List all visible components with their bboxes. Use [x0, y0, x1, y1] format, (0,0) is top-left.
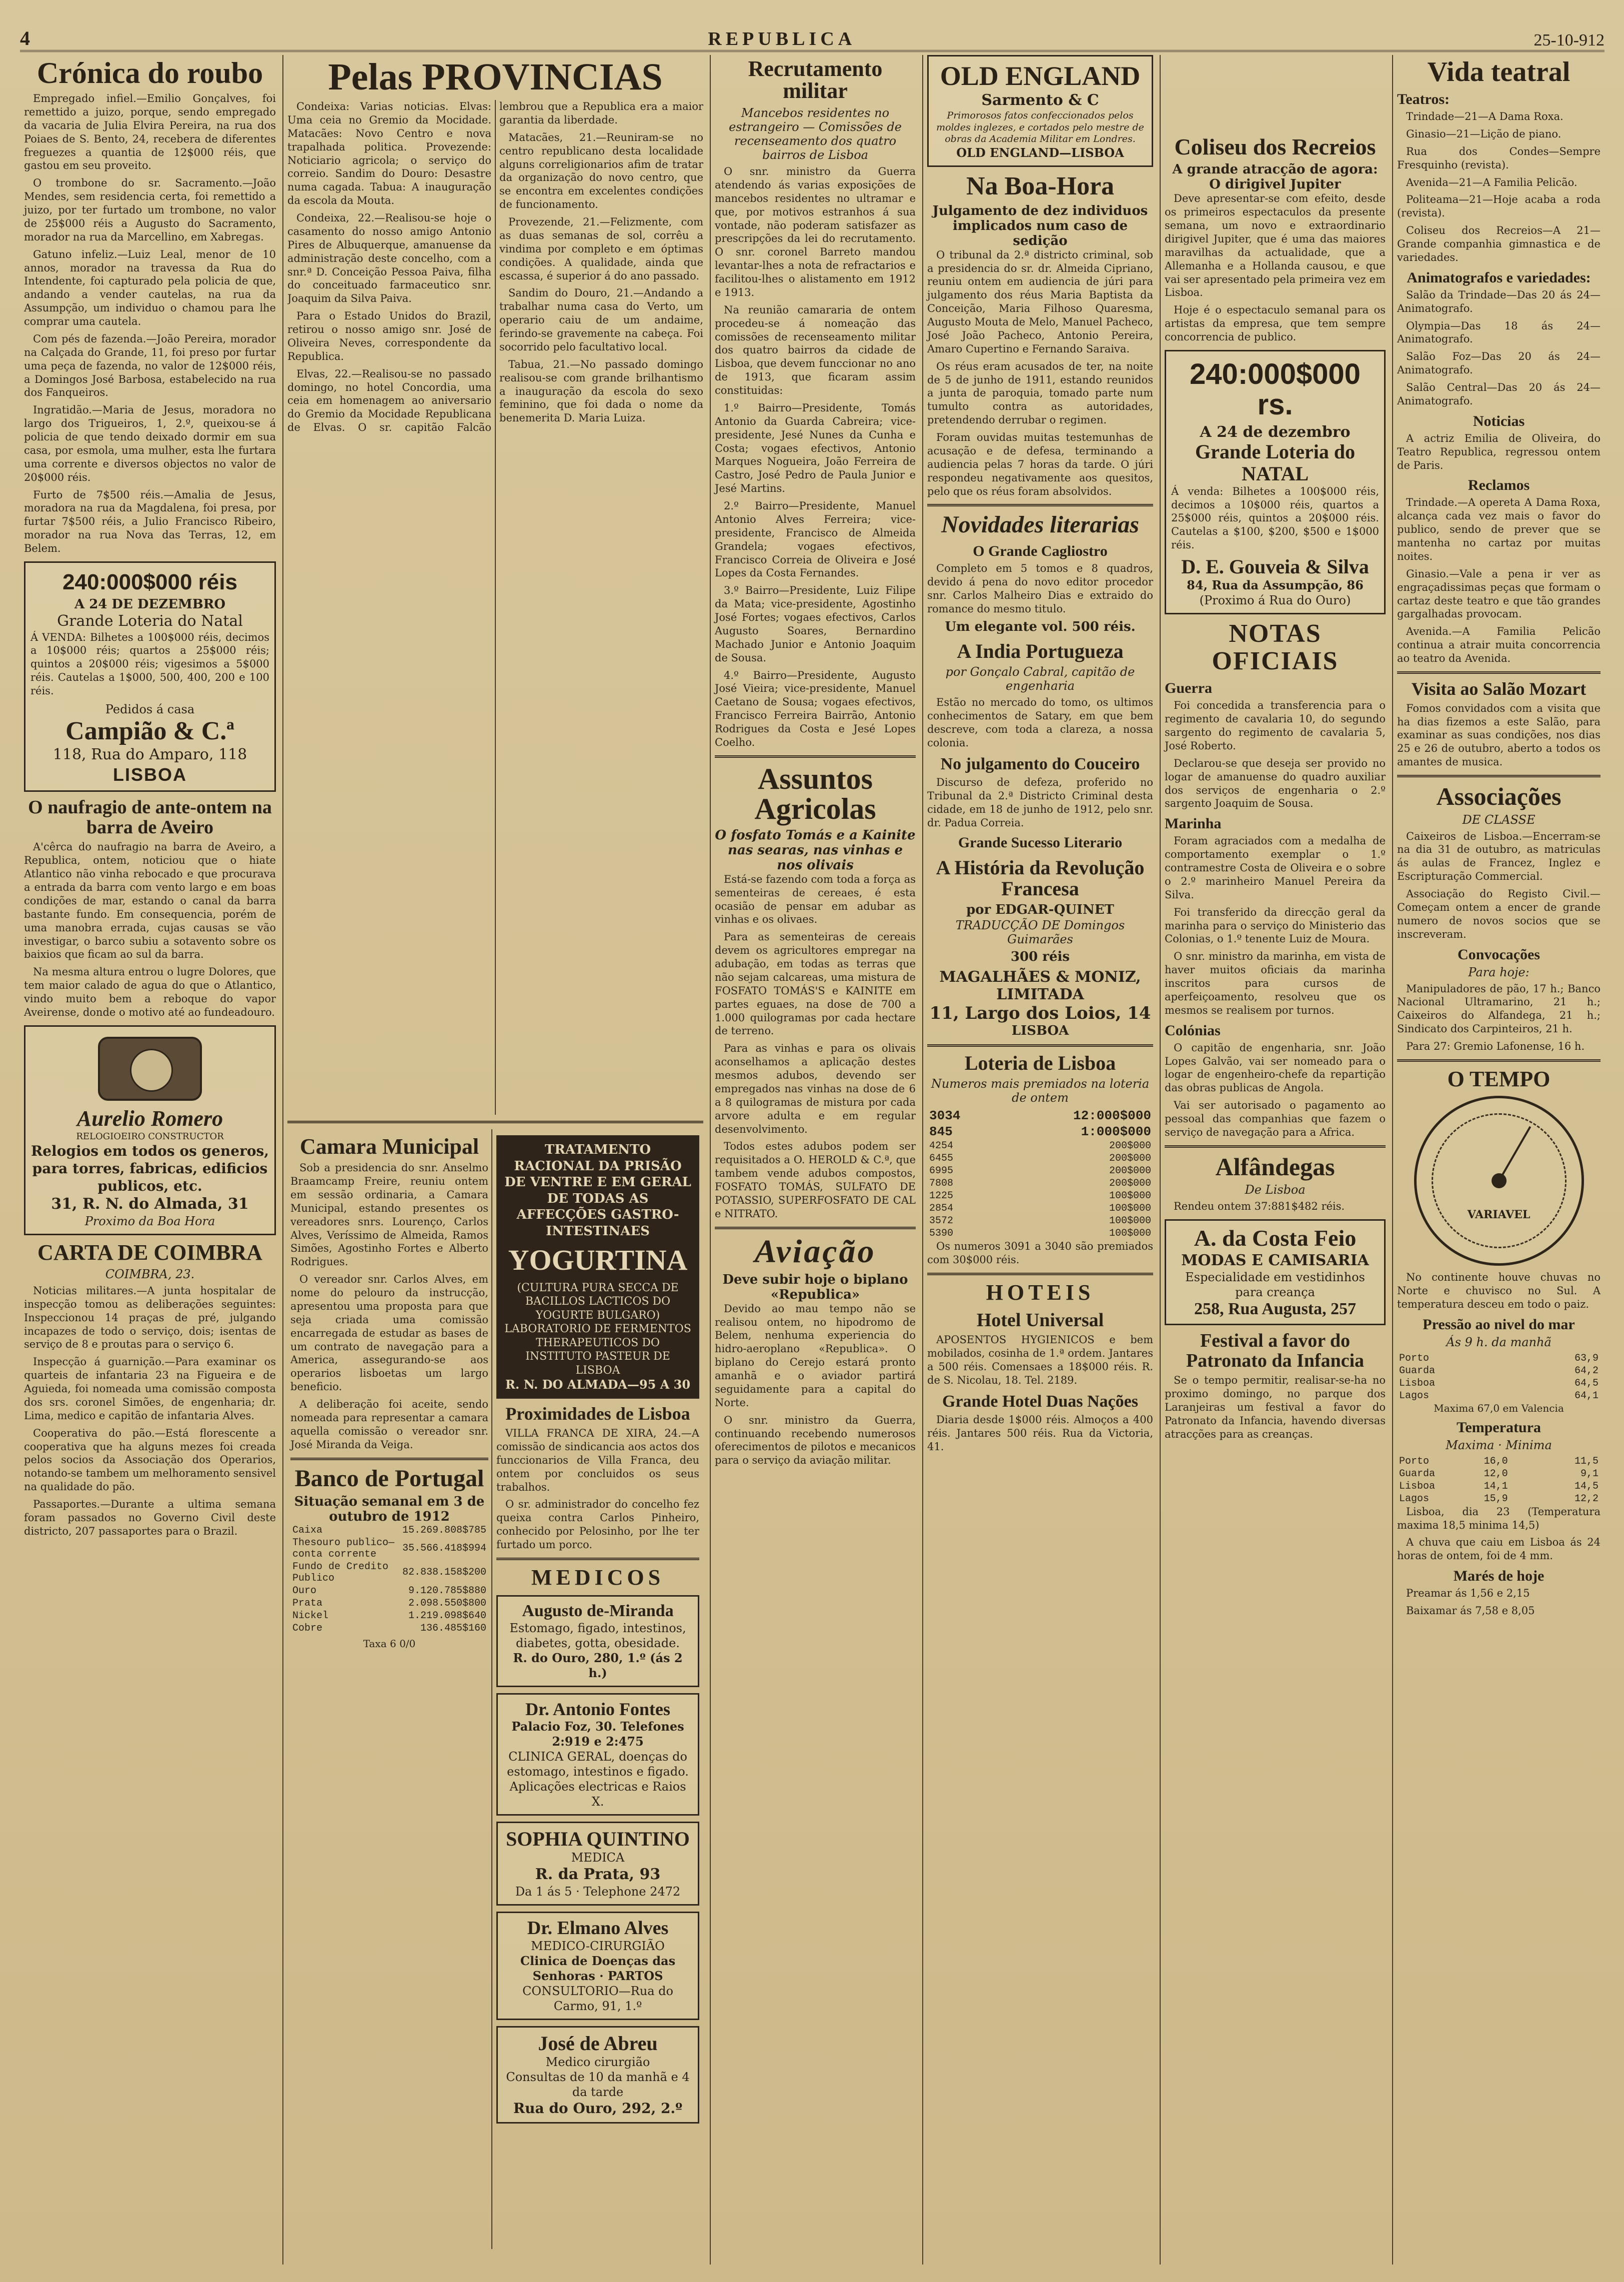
convocacoes-subtitle: Para hoje:: [1468, 965, 1530, 979]
teatro-item: Coliseu dos Recreios—A 21—Grande companhia gimnastica e de variedades.: [1397, 224, 1601, 263]
noticias-paragraph: A actriz Emilia de Oliveira, do Teatro Republica, regressou ontem de Paris.: [1397, 432, 1601, 471]
old-england-firm: Sarmento & C: [981, 91, 1099, 109]
lottery-name: Grande Loteria do Natal: [57, 612, 243, 630]
medico-card: [496, 1595, 699, 1687]
festival-title: Festival a favor do Patronato da Infancia: [1186, 1330, 1365, 1371]
page-number: 4: [20, 27, 30, 49]
medico-name: SOPHIA QUINTINO: [506, 1828, 690, 1851]
loteria-top-row: 845 1:000$000: [929, 1124, 1151, 1140]
recrutamento-paragraph: 2.º Bairro—Presidente, Manuel Antonio Alves Ferreira; vice-presidente, Francisco de Almeida Grandela; vogaes efectivos, Francisco Correia de Oliveira e José Lopes da Costa Fernandes.: [715, 500, 916, 579]
teatro-item: Politeama—21—Hoje acaba a roda (revista).: [1397, 193, 1601, 219]
recrutamento-paragraph: O snr. ministro da Guerra atendendo ás varias exposições de mancebos residentes no ultramar e que, por motivos estranhos á sua vontade, não poderam satisfazer as prescripções da lei do recrutamento. O snr. coronel Barreto mandou levantar-lhes a nota de refractarios e facilitou-lhes o alistamento em 1912 e 1913.: [715, 165, 916, 298]
provincias-paragraph: Condeixa: Varias noticias. Elvas: Uma ceia no Gremio da Mocidade. Matacães: Novo Centro e nova trapalhada politica. Provezende: Noticiario agricola; o serviço do correio. Sandim do Douro: Desastre numa cagada. Tabua: A inauguração da escola da Mouta.: [287, 100, 491, 207]
loteria-top-table: [927, 1108, 1153, 1140]
medico-name: Augusto de-Miranda: [522, 1602, 674, 1621]
medico-hours: Da 1 ás 5 · Telephone 2472: [515, 1884, 681, 1899]
book-author: por Gonçalo Cabral, capitão de engenharia: [945, 665, 1135, 693]
associacoes-title: Associações: [1436, 782, 1562, 811]
camara-paragraph: O vereador snr. Carlos Alves, em nome do pelouro da instrucção, apresentou uma proposta para que seja criada uma comissão encarregada de estudar as bases de um contrato de navegação para a America, assegurando-se aos operarios lisboetas um largo beneficio.: [290, 1273, 488, 1393]
medico-name: José de Abreu: [538, 2032, 658, 2055]
animatografo-item: Salão Foz—Das 20 ás 24—Animatografo.: [1397, 350, 1601, 376]
animatografo-item: Salão Central—Das 20 ás 24—Animatografo.: [1397, 381, 1601, 407]
lottery-note: Pedidos á casa: [105, 702, 195, 716]
loteria-row: 6995 200$000: [929, 1165, 1151, 1177]
issue-date: 25-10-912: [1534, 31, 1605, 49]
publisher-address: 11, Largo dos Loios, 14: [929, 1003, 1151, 1024]
old-england-text: Primorosos fatos confeccionados pelos moldes inglezes, e cortados pelo mestre de obras da Academia Militar em Londres.: [936, 109, 1144, 145]
marinha-paragraph: Foi transferido da direcção geral da marinha para o serviço do Ministerio das Colonias, o 1.º tenente Luiz de Moura.: [1165, 906, 1386, 945]
loteria-row: 1225 100$000: [929, 1190, 1151, 1202]
loteria-top-row: 3034 12:000$000: [929, 1108, 1151, 1124]
pressao-subtitle: Ás 9 h. da manhã: [1446, 1335, 1552, 1349]
ads-section: [493, 1129, 702, 2249]
teatros-list: [1397, 110, 1601, 264]
provincias-paragraph: Elvas, 22.—Realisou-se no passado domingo, no hotel Concordia, uma ceia em homenagem ao aniversario do Gremio da Mocidade Republicana de Elvas. O sr. capitão Falcão lembrou que a Republica era a maior garantia da liberdade.: [287, 100, 703, 434]
convocacoes-paragraph: Para 27: Gremio Lafonense, 16 h.: [1406, 1040, 1585, 1053]
book-text: Completo em 5 tomos e 8 quadros, devido á pena do novo editor procedor snr. Carlos Malheiro Dias e extraido do romance do mesmo titulo.: [927, 562, 1153, 615]
column-recrutamento: [710, 55, 920, 2265]
recrutamento-subtitle: Mancebos residentes no estrangeiro — Comissões de recenseamento dos quatro bairros de Lisboa: [729, 106, 902, 162]
animatografos-list: [1397, 288, 1601, 408]
guerra-paragraph: Foi concedida a transferencia para o regimento de cavalaria 10, do segundo sargento do regimento de cavalaria 5, José Roberto.: [1165, 699, 1386, 752]
coliseu-paragraph: Hoje é o espectaculo semanal para os artistas da empresa, que tem sempre concorrencia de publico.: [1165, 304, 1386, 343]
teatro-item: Ginasio—21—Lição de piano.: [1406, 127, 1562, 140]
barometer-label: VARIAVEL: [1467, 1208, 1531, 1222]
banco-row: Ouro 9.120.785$880: [292, 1585, 486, 1597]
banco-row: Nickel 1.219.098$640: [292, 1610, 486, 1622]
boa-hora-paragraph: O tribunal da 2.ª districto criminal, sob a presidencia do sr. dr. Almeida Cipriano, reuniu ontem em audiencia de júri para julgamento dos réus Maria Baptista da Conceição, Maria Filhoso Quaresma, Augusto Mouta de Melo, Manuel Pacheco, José João Pacheco, Antonio Pereira, Amaro Cupertino e Fernando Saraiva.: [927, 248, 1153, 355]
coliseu-paragraph: Deve apresentar-se com efeito, desde os primeiros espectaculos da presente semana, um novo e extraordinario dirigivel Jupiter, que é uma das maiores maravilhas da actualidade, que a Allemanha e a Hollanda causou, e que vai ser apresentado pela primeira vez em Lisboa.: [1165, 192, 1386, 299]
alfandegas-subtitle: De Lisboa: [1245, 1183, 1306, 1197]
book-title: A India Portugueza: [957, 640, 1124, 663]
animatografo-item: Salão da Trindade—Das 20 ás 24—Animatografo.: [1397, 288, 1601, 314]
campiao-name: Campião & C.ª: [65, 716, 234, 745]
recrutamento-title: Recrutamento militar: [748, 56, 883, 103]
alfandegas-text: Rendeu ontem 37:881$482 réis.: [1174, 1200, 1345, 1213]
cronica-paragraph: Ingratidão.—Maria de Jesus, moradora no largo dos Trigueiros, 1, 2.º, queixou-se á policia de que tendo deixado dormir em sua casa, por esmola, uma mulher, esta lhe furtara uma corrente e diversos objectos no valor de 20$000 réis.: [24, 404, 276, 483]
romero-ad: [24, 1025, 276, 1235]
reclamos-paragraph: Ginasio.—Vale a pena ir ver as engraçadissimas peças que formam o cartaz deste teatro e que tão grandes gargalhadas provocam.: [1397, 567, 1601, 620]
hotel-text: APOSENTOS HYGIENICOS e bem mobilados, cosinha de 1.ª ordem. Jantares a 500 réis. Comensaes a 18$000 réis. R. de S. Nicolau, 18. Tel. 2189.: [927, 1334, 1153, 1386]
boa-hora-paragraph: Foram ouvidas muitas testemunhas de acusação e de defesa, terminando a audiencia pelas 7 horas da tarde. O júri respondeu negativamente aos quesitos, pelo que os réus foram absolvidos.: [927, 431, 1153, 497]
coimbra-paragraph: Inspecção á guarnição.—Para examinar os quarteis de infantaria 23 na Figueira e de Aguieda, foi nomeada uma comissão composta dos srs. coronel Simões, de engenharia; dr. Lima, medico e capitão de infantaria Alves.: [24, 1356, 276, 1422]
provincias-paragraph: Matacães, 21.—Reuniram-se no centro republicano desta localidade alguns correligionarios afim de tratar da organização do novo centro, que se encontra em excelentes condições de funcionamento.: [499, 131, 703, 211]
banco-row: Fundo de Credito Publico 82.838.158$200: [292, 1561, 486, 1584]
mares-line: Baixamar ás 7,58 e 8,05: [1406, 1605, 1535, 1617]
provincias-title: Pelas PROVINCIAS: [328, 56, 663, 98]
aviacao-title: Aviação: [754, 1233, 876, 1270]
salao-paragraph: Fomos convidados com a visita que ha dias fizemos a este Salão, para examinar as suas condições, nos dias 25 e 26 de outubro, aberto a todos os amantes de musica.: [1397, 702, 1601, 768]
column-boa-hora: [922, 55, 1157, 2265]
reclamos-paragraph: Trindade.—A opereta A Dama Roxa, alcança cada vez mais o favor do publico, sendo de prever que se mantenha no cartaz por muitas noites.: [1397, 496, 1601, 562]
cronica-paragraph: Com pés de fazenda.—João Pereira, morador na Calçada do Grande, 11, foi preso por furtar uma peça de fazenda, no valor de 12$000 réis, a Domingos José Barbosa, estabelecido na rua dos Fanqueiros.: [24, 332, 276, 399]
loteria-note: Os numeros 3091 a 3040 são premiados com 30$000 réis.: [927, 1240, 1153, 1266]
mares-title: Marés de hoje: [1453, 1568, 1545, 1585]
yogurtina-name: YOGURTINA: [508, 1244, 688, 1276]
medico-name: Dr. Antonio Fontes: [525, 1699, 670, 1719]
loteria-subtitle: Numeros mais premiados na loteria de ontem: [931, 1077, 1150, 1105]
recrutamento-paragraph: Na reunião camararia de ontem procedeu-se á nomeação das comissões de recenseamento militar dos quatro bairros da cidade de Lisboa, que devem funccionar no ano de 1913, que ficaram assim constituidas:: [715, 303, 916, 396]
pressao-row: Lisboa 64,5: [1399, 1377, 1599, 1389]
page-header: [20, 20, 1605, 52]
publisher-name: MAGALHÃES & MONIZ, LIMITADA: [939, 968, 1141, 1004]
barometer-hand: [1498, 1126, 1531, 1181]
campiao-address: 118, Rua do Amparo, 118: [52, 746, 247, 764]
natal-amount: 240:000$000 rs.: [1190, 357, 1361, 421]
book-title: O Grande Cagliostro: [973, 542, 1108, 559]
medico-specialty: Medico cirurgião: [545, 2055, 650, 2070]
barometer-dial: [1414, 1096, 1584, 1266]
marinha-paragraph: Foram agraciados com a medalha de comportamento exemplar o 1.º contramestre Costa de Oliveira e o sobre o 2.º marinheiro Manuel Pereira da Silva.: [1165, 835, 1386, 901]
column-vida-teatral: [1392, 55, 1605, 2265]
camara-paragraph: A deliberação foi aceite, sendo nomeada para representar a camara aquella comissão o vereador snr. José Miranda da Veiga.: [290, 1398, 488, 1451]
festival-paragraph: Se o tempo permitir, realisar-se-ha no proximo domingo, no parque dos Laranjeiras um festival a favor do Patronato da Infancia, havendo diversas atracções para as creanças.: [1165, 1374, 1386, 1440]
coimbra-date: COIMBRA, 23.: [105, 1267, 195, 1281]
book-title: No julgamento do Couceiro: [940, 754, 1140, 773]
pressao-row: Lagos 64,1: [1399, 1390, 1599, 1402]
associacoes-paragraph: Caixeiros de Lisboa.—Encerram-se na dia 31 de outubro, as matriculas ás aulas de Francez, Inglez e Escripturação Commercial.: [1397, 830, 1601, 883]
medico-clinic: Clinica de Doenças das Senhoras · PARTOS: [520, 1954, 676, 1984]
loteria-title: Loteria de Lisboa: [964, 1052, 1116, 1075]
agricolas-paragraph: Todos estes adubos podem ser requisitados a O. HEROLD & C.ª, que tambem vende adubos compostos, FOSFATO TOMÁS, SULFATO DE POTASSIO, SUPERFOSFATO DE CAL e NITRATO.: [715, 1140, 916, 1220]
banco-footer: Taxa 6 0/0: [363, 1637, 416, 1650]
hotel-text: Diaria desde 1$000 réis. Almoços a 400 réis. Jantares 500 réis. Rua da Victoria, 41.: [927, 1413, 1153, 1453]
coliseu-title: Coliseu dos Recreios: [1174, 134, 1376, 159]
camara-title: Camara Municipal: [299, 1134, 479, 1159]
provincias-paragraph: Condeixa, 22.—Realisou-se hoje o casamento do nosso amigo Antonio Pires de Albuquerque, amanuense da administração deste concelho, com a snr.ª D. Conceição Pessoa Paiva, filha do conceituado farmaceutico snr. Joaquim da Silva Paiva.: [287, 212, 491, 305]
medico-clinic: CLINICA GERAL, doenças do estomago, intestinos e figado. Aplicações electricas e Raios X.: [507, 1750, 689, 1809]
teatros-title: Teatros:: [1397, 91, 1450, 107]
temperatura-title: Temperatura: [1457, 1419, 1541, 1436]
wreck-title: O naufragio de ante-ontem na barra de Aveiro: [28, 796, 272, 838]
lottery-amount: 240:000$000 réis: [62, 569, 237, 594]
column-coliseu: [1160, 55, 1390, 2265]
pressao-table: [1397, 1352, 1601, 1402]
natal-text: Á venda: Bilhetes a 100$000 réis, decimos a 10$000 réis, quartos a 25$000 réis, quintos a 20$000 réis. Cautelas a $100, $200, $500 e 1$000 réis.: [1171, 485, 1379, 551]
book-name: A História da Revolução Francesa: [936, 856, 1145, 900]
book-text: Discurso de defeza, proferido no Tribunal da 2.ª Districto Criminal desta cidade, em 18 de junho de 1912, pelo snr. dr. Padua Correia.: [927, 776, 1153, 829]
medico-address: R. do Ouro, 280, 1.º (ás 2 h.): [513, 1650, 683, 1680]
reclamos-paragraph: Avenida.—A Familia Pelicão continua a atrair muita concorrencia ao teatro da Avenida.: [1397, 625, 1601, 664]
column-cronica: [20, 55, 280, 2265]
cronica-title: Crónica do roubo: [36, 56, 263, 89]
cronica-paragraph: O trombone do sr. Sacramento.—João Mendes, sem residencia certa, foi remettido a juizo, por ter furtado um trombone, no valor de 25$000 réis a Augusto do Sacramento, morador na rua da Marcellino, em Xabregas.: [24, 177, 276, 243]
feio-address: 258, Rua Augusta, 257: [1194, 1300, 1356, 1319]
provincias-paragraph: Sandim do Douro, 21.—Andando a trabalhar numa casa do Verto, um operario caiu de um andaime, ferindo-se gravemente na cabeça. Foi socorrido pelo facultativo local.: [499, 287, 703, 353]
medico-address: Palacio Foz, 30. Telefones 2:919 e 2:475: [511, 1719, 684, 1749]
watch-illustration: [98, 1037, 202, 1101]
medico-address: R. da Prata, 93: [535, 1866, 661, 1884]
coimbra-paragraph: Cooperativa do pão.—Está florescente a cooperativa que ha alguns mezes foi creada pelos socios da Associação dos Operarios, notando-se tambem um melhoramento sensivel na qualidade do pão.: [24, 1427, 276, 1493]
pressao-max: Maxima 67,0 em Valencia: [1434, 1402, 1564, 1414]
banco-subtitle: Situação semanal em 3 de outubro de 1912: [294, 1494, 485, 1524]
yogurtina-headline: TRATAMENTO RACIONAL DA PRISÃO DE VENTRE E EM GERAL DE TODAS AS AFFECÇÕES GASTRO-INTESTINAES: [504, 1142, 691, 1239]
romero-near: Proximo da Boa Hora: [84, 1214, 215, 1228]
medico-name: Dr. Elmano Alves: [527, 1917, 669, 1939]
romero-text: Relogios em todos os generos, para torres, fabricas, edificios publicos, etc.: [30, 1143, 269, 1195]
book-title: Grande Sucesso Literario: [958, 834, 1123, 851]
agricolas-paragraph: Para as vinhas e para os olivais aconselhamos a aplicação destes mesmos adubos, devendo ser empregados nas vinhas na dose de 6 a 8 quilogramas de mistura por cada arvore adulta e em regular desenvolvimento.: [715, 1042, 916, 1135]
cronica-paragraph: Gatuno infeliz.—Luiz Leal, menor de 10 annos, morador na travessa da Rua do Intendente, foi capturado pela policia de que, andando a vender cautelas, na rua da Assumpção, um individuo o chamou para lhe comprar uma cautela.: [24, 248, 276, 327]
column-provincias: [282, 55, 707, 2265]
campiao-city: LISBOA: [112, 764, 187, 785]
banco-row: Cobre 136.485$160: [292, 1622, 486, 1634]
romero-trade: RELOGIOEIRO CONSTRUCTOR: [76, 1131, 224, 1142]
book-author: por EDGAR-QUINET: [966, 902, 1114, 918]
book-price: 300 réis: [1010, 949, 1070, 965]
medico-hours: Consultas de 10 da manhã e 4 da tarde: [506, 2070, 690, 2100]
boa-hora-title: Na Boa-Hora: [966, 172, 1115, 201]
provincias-paragraph: Tabua, 21.—No passado domingo realisou-se com grande brilhantismo a inauguração da escola do sexo feminino, que foi dada o nome da benemerita D. Maria Luiza.: [499, 358, 703, 424]
coimbra-paragraph: Passaportes.—Durante a ultima semana foram passados no Governo Civil deste districto, 207 passaportes para o Brazil.: [24, 1498, 276, 1537]
yogurtina-ad: [496, 1135, 699, 1399]
reclamos-title: Reclamos: [1468, 477, 1530, 494]
guerra-title: Guerra: [1165, 680, 1212, 697]
alfandegas-title: Alfândegas: [1215, 1152, 1335, 1181]
proximidades-title: Proximidades de Lisboa: [505, 1404, 690, 1424]
loteria-table: [927, 1140, 1153, 1240]
recrutamento-paragraph: 4.º Bairro—Presidente, Augusto José Vieira; vice-presidente, Manuel Caetano de Sousa; vogaes efectivos, Francisco Ferreira Bairrão, Antonio Rodrigues da Costa e Jesé Lopes Coelho.: [715, 669, 916, 748]
teatro-item: Avenida—21—A Familia Pelicão.: [1406, 176, 1578, 188]
aviacao-paragraph: O snr. ministro da Guerra, continuando recebendo numerosos oferecimentos de pilotos e mecanicos para o serviço da aviação militar.: [715, 1414, 916, 1467]
temperatura-columns: Maxima · Minima: [1446, 1438, 1552, 1452]
boa-hora-paragraph: Os réus eram acusados de ter, na noite de 5 de junho de 1911, estando reunidos a junta de paroquia, tomado parte num tumulto contra as autoridades, pretendendo derrubar o regimen.: [927, 360, 1153, 426]
loteria-row: 3572 100$000: [929, 1215, 1151, 1227]
hotel-name: Hotel Universal: [976, 1310, 1104, 1331]
recrutamento-paragraph: 3.º Bairro—Presidente, Luiz Filipe da Mata; vice-presidente, Agostinho José Fortes; vogaes efectivos, Carlos Augusto Soares, Bernardino Machado Junior e Antonio Joaquim de Sousa.: [715, 584, 916, 664]
cronica-paragraph: Empregado infiel.—Emilio Gonçalves, foi remettido a juizo, porque, sendo empregado da vacaria de Julia Elvira Pereira, na rua dos Poiaes de S. Bento, 24, recebera de diferentes freguezes a quantia de 12$000 réis, que gastou em seu proveito.: [24, 92, 276, 172]
temperatura-table: [1397, 1455, 1601, 1505]
lottery-text: Á VENDA: Bilhetes a 100$000 réis, decimos a 10$000 réis; quartos a 25$000 réis; quintos a 20$000 réis; vigesimos a 5$000 réis. Cautelas a 1$000, 500, 400, 200 e 100 réis.: [30, 631, 269, 697]
loteria-row: 4254 200$000: [929, 1140, 1151, 1152]
teatro-item: Trindade—21—A Dama Roxa.: [1406, 110, 1564, 122]
aviacao-paragraph: Devido ao mau tempo não se realisou ontem, no hipodromo de Belem, nenhuma experiencia do hidro-aeroplano «Republica». O biplano do Cerejo estará pronto amanhã e o aviador partirá seguidamente para a capital do Norte.: [715, 1302, 916, 1409]
banco-table: [290, 1524, 488, 1635]
old-england-ad: [927, 55, 1153, 167]
book-text: Estão no mercado do tomo, os ultimos conhecimentos de Satary, em que bem descreve, com toda a clareza, a nossa colonia.: [927, 696, 1153, 749]
hotel-name: Grande Hotel Duas Nações: [942, 1392, 1138, 1411]
proximidades-paragraph: O sr. administrador do concelho fez queixa contra Carlos Pinheiro, conhecido por Pelosinho, por lhe ter furtado um porco.: [496, 1498, 699, 1551]
medico-card: [496, 1912, 699, 2021]
hoteis-title: HOTEIS: [986, 1280, 1095, 1305]
temperatura-row: Lisboa 14,1 14,5: [1399, 1480, 1599, 1492]
feio-name: A. da Costa Feio: [1194, 1225, 1357, 1251]
temperatura-row: Porto 16,0 11,5: [1399, 1455, 1599, 1467]
gouveia-address: 84, Rua da Assumpção, 86: [1187, 578, 1364, 593]
masthead: REPUBLICA: [708, 28, 856, 49]
associacoes-paragraph: Associação do Registo Civil.—Começam ontem a encer de grande numero de novos socios que se inscreveram.: [1397, 888, 1601, 940]
loteria-row: 7808 200$000: [929, 1178, 1151, 1190]
tempo-paragraph: No continente houve chuvas no Norte e chuvisco no Sul. A temperatura desceu em todo o paiz.: [1397, 1271, 1601, 1310]
book-price: Um elegante vol. 500 réis.: [945, 619, 1136, 635]
yogurtina-address: R. N. DO ALMADA—95 A 30: [505, 1377, 691, 1392]
noticias-title: Noticias: [1473, 412, 1525, 429]
pressao-row: Guarda 64,2: [1399, 1365, 1599, 1377]
provincias-paragraph: Para o Estado Unidos do Brazil, retirou o nosso amigo snr. José de Oliveira Neves, correspondente da Republica.: [287, 310, 491, 362]
coimbra-paragraph: Noticias militares.—A junta hospitalar de inspecção tomou as deliberações seguintes: Inspeccionou 14 praças de pré, julgando incapazes de todo o serviço, dois; isentas de serviço de 8 e proutas para o serviço 6.: [24, 1284, 276, 1351]
publisher-city: LISBOA: [1011, 1023, 1069, 1039]
natal-name: Grande Loteria do NATAL: [1195, 440, 1355, 485]
animatografos-title: Animatografos e variedades:: [1407, 269, 1591, 286]
romero-name: Aurelio Romero: [76, 1106, 223, 1131]
marinha-title: Marinha: [1165, 815, 1222, 832]
animatografo-item: Olympia—Das 18 ás 24—Animatografo.: [1397, 319, 1601, 345]
medico-address: CONSULTORIO—Rua do Carmo, 91, 1.º: [522, 1984, 673, 2014]
mares-line: Preamar ás 1,56 e 2,15: [1406, 1587, 1530, 1600]
camara-paragraph: Sob a presidencia do snr. Anselmo Braamcamp Freire, reuniu ontem em sessão ordinaria, a Camara Municipal, estando presentes os vereadores snrs. Lourenço, Carlos Alves, Veríssimo de Almeida, Ramos Simões, Agostinho Fortes e Alberto Rodrigues.: [290, 1162, 488, 1268]
proximidades-paragraph: VILLA FRANCA DE XIRA, 24.—A comissão de sindicancia aos actos dos funccionarios de Villa Franca, deu ontem por concluidos os seus trabalhos.: [496, 1427, 699, 1493]
old-england-title: OLD ENGLAND: [940, 61, 1141, 91]
aviacao-subtitle: Deve subir hoje o biplano «Republica»: [722, 1272, 908, 1302]
colonias-paragraph: O capitão de engenharia, snr. João Lopes Galvão, vai ser nomeado para o logar de engenheiro-chefe da repartição das obras publicas de Angola.: [1165, 1041, 1386, 1094]
marinha-paragraph: O snr. ministro da marinha, em vista de haver muitos oficiais da marinha inscritos para cursos de aperfeiçoamento, resolveu que os mesmos se realisem por turnos.: [1165, 950, 1386, 1016]
loteria-row: 6455 200$000: [929, 1153, 1151, 1165]
banco-row: Caixa 15.269.808$785: [292, 1524, 486, 1536]
provincias-body: [287, 100, 703, 1115]
natal-date: A 24 de dezembro: [1200, 423, 1351, 441]
chuva-note: A chuva que caiu em Lisboa ás 24 horas de ontem, foi de 4 mm.: [1397, 1536, 1601, 1562]
recrutamento-paragraph: 1.º Bairro—Presidente, Tomás Antonio da Guarda Cabreira; vice-presidente, Jesé Nunes da Cunha e Costa; vogaes efectivos, Antonio Marques Nogueira, João Ferreira de Castro, José Pedro de Paula Junior e Jesé Martins.: [715, 401, 916, 495]
wreck-paragraph: Na mesma altura entrou o lugre Dolores, que tem maior calado de agua do que o Atlantico, vindo muito bem a reboque do vapor Aveirense, donde o motivo até ao fundeadouro.: [24, 966, 276, 1018]
medico-specialty: MEDICA: [571, 1851, 625, 1865]
notas-title: NOTAS OFICIAIS: [1212, 619, 1339, 675]
tempo-title: O TEMPO: [1447, 1066, 1551, 1091]
agricolas-paragraph: Está-se fazendo com toda a força as sementeiras de cereaes, é esta ocasião de pensar em adubar as vinhas e os olivaes.: [715, 873, 916, 926]
banco-title: Banco de Portugal: [294, 1465, 484, 1492]
agricolas-paragraph: Para as sementeiras de cereais devem os agricultores empregar na adubação, em todas as terras que não sejam calcareas, uma mistura de FOSFATO TOMÁS'S e KAINITE em partes eguaes, na dose de 700 a 1.000 quilogramas por cada hectare de terreno.: [715, 931, 916, 1037]
coimbra-title: CARTA DE COIMBRA: [37, 1240, 262, 1265]
colonias-paragraph: Vai ser autorisado o pagamento ao pessoal das companhias que fazem o serviço de navegação para a Africa.: [1165, 1099, 1386, 1138]
medico-specialty: Estomago, figado, intestinos, diabetes, gotta, obesidade.: [509, 1621, 686, 1650]
teatro-item: Rua dos Condes—Sempre Fresquinho (revista).: [1397, 145, 1601, 171]
feio-specialty: Especialidade em vestidinhos para creança: [1185, 1270, 1365, 1300]
medico-specialty: MEDICO-CIRURGIÃO: [531, 1939, 665, 1954]
loteria-row: 2854 100$000: [929, 1203, 1151, 1215]
medico-address: Rua do Ouro, 292, 2.º: [513, 2100, 683, 2117]
provincias-paragraph: Provezende, 21.—Felizmente, com as duas semanas de sol, corrêu a vindima por completo e em óptimas condições. A qualidade, ainda que escassa, é superior á do ano passado.: [499, 216, 703, 282]
convocacoes-paragraph: Manipuladores de pão, 17 h.; Banco Nacional Ultramarino, 21 h.; Caixeiros do Alfandega, 21 h.; Sindicato dos Carpinteiros, 21 h.: [1397, 982, 1601, 1035]
salao-title: Visita ao Salão Mozart: [1411, 678, 1587, 699]
temperatura-row: Guarda 12,0 9,1: [1399, 1468, 1599, 1480]
banco-row: Prata 2.098.550$800: [292, 1597, 486, 1609]
novidades-title: Novidades literarias: [941, 511, 1139, 538]
feio-trade: MODAS E CAMISARIA: [1181, 1251, 1369, 1269]
guerra-paragraph: Declarou-se que deseja ser provido no logar de amanuense do quadro auxiliar dos serviços de engenharia o 2.º sargento Joaquim de Sousa.: [1165, 757, 1386, 810]
costa-feio-ad: [1165, 1219, 1386, 1325]
agricolas-subtitle: O fosfato Tomás e a Kainite nas searas, nas vinhas e nos olivais: [715, 827, 916, 873]
old-england-footer: OLD ENGLAND—LISBOA: [956, 145, 1124, 160]
loteria-row: 5390 100$000: [929, 1228, 1151, 1240]
boa-hora-subtitle: Julgamento de dez individuos implicados num caso de sedição: [932, 203, 1148, 248]
coliseu-subtitle: A grande atracção de agora: O dirigivel Jupiter: [1172, 162, 1378, 192]
lottery-date: A 24 DE DEZEMBRO: [74, 597, 226, 612]
camara-section: [287, 1129, 492, 2249]
yogurtina-text: (CULTURA PURA SECCA DE BACILLOS LACTICOS DO YOGURTE BULGARO) LABORATORIO DE FERMENTOS THERAPEUTICOS DO INSTITUTO PASTEUR DE LISBOA: [504, 1281, 691, 1377]
medico-card: [496, 2026, 699, 2124]
associacoes-subtitle: DE CLASSE: [1462, 812, 1536, 827]
banco-row: Thesouro publico—conta corrente 35.566.418$994: [292, 1537, 486, 1560]
cronica-paragraph: Furto de 7$500 réis.—Amalia de Jesus, moradora na rua da Magdalena, foi presa, por furtar 7$500 réis, a Julio Francisco Ribeiro, morador na rua Nova das Terras, 12, em Belem.: [24, 488, 276, 554]
romero-address: 31, R. N. do Almada, 31: [51, 1195, 249, 1213]
temperatura-row: Lagos 15,9 12,2: [1399, 1493, 1599, 1505]
gouveia-near: (Proximo á Rua do Ouro): [1199, 593, 1351, 608]
pressao-title: Pressão ao nivel do mar: [1423, 1316, 1575, 1333]
agricolas-title: Assuntos Agricolas: [754, 762, 876, 825]
medico-card: [496, 1822, 699, 1906]
colonias-title: Colónias: [1165, 1022, 1221, 1039]
teatral-title: Vida teatral: [1427, 56, 1571, 87]
pressao-row: Porto 63,9: [1399, 1352, 1599, 1364]
convocacoes-title: Convocações: [1458, 946, 1540, 963]
medicos-title: MEDICOS: [531, 1565, 665, 1590]
temperatura-note: Lisboa, dia 23 (Temperatura maxima 18,5 minima 14,5): [1397, 1505, 1601, 1531]
lottery-ad: [24, 561, 276, 792]
gouveia-name: D. E. Gouveia & Silva: [1181, 555, 1369, 578]
book-translation: TRADUCÇÃO DE Domingos Guimarães: [955, 918, 1125, 947]
medico-card: [496, 1693, 699, 1816]
wreck-paragraph: A'cêrca do naufragio na barra de Aveiro, a Republica, ontem, noticiou que o hiate Atlantico não vinha rebocado e que procurava a entrada da barra com vento largo e em boas condições de mar, estando o canal da barra bastante fundo. Em consequencia, porém de uma manobra errada, cujas causas se vão investigar, o barco subiu a sotavento sobre os baixios que ficam ao sul da barra.: [24, 841, 276, 961]
natal-lottery-ad: [1165, 350, 1386, 614]
